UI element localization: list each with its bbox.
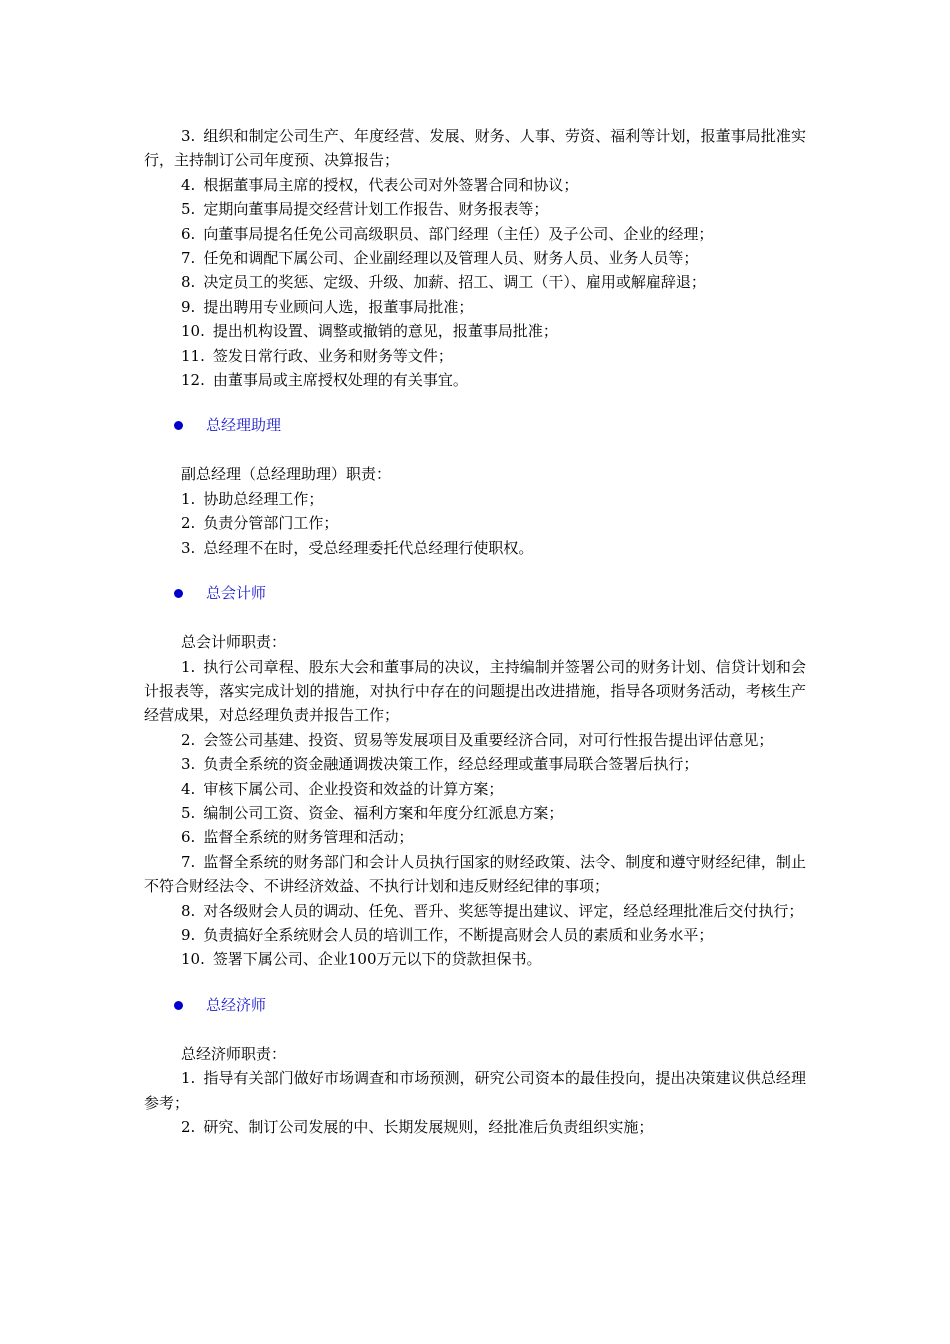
- section-intro: 副总经理（总经理助理）职责：: [181, 465, 392, 484]
- section-intro: 总经济师职责：: [181, 1044, 287, 1063]
- item-number: 5.: [181, 200, 196, 219]
- list-item: [144, 246, 806, 270]
- item-number: 12.: [181, 371, 205, 390]
- item-text: 负责全系统的资金融通调拨决策工作，经总经理或董事局联合签署后执行；: [203, 755, 699, 774]
- item-number: 11.: [181, 346, 205, 365]
- list-item: [144, 728, 806, 752]
- item-text: 监督全系统的财务部门和会计人员执行国家的财经政策、法令、制度和遵守财经纪律，制止不符合财经法令、不讲经济效益、不执行计划和违反财经纪律的事项；: [144, 852, 806, 896]
- item-text: 提出聘用专业顾问人选，报董事局批准；: [203, 297, 474, 316]
- item-number: 1.: [181, 657, 196, 676]
- item-text: 负责分管部门工作；: [203, 514, 339, 533]
- item-number: 2.: [181, 730, 196, 749]
- item-text: 签发日常行政、业务和财务等文件；: [212, 346, 453, 365]
- item-number: 7.: [181, 852, 196, 871]
- item-text: 监督全系统的财务管理和活动；: [203, 828, 414, 847]
- list-item: [144, 655, 806, 728]
- bullet-icon: [174, 1001, 183, 1010]
- section-intro: 总会计师职责：: [181, 633, 287, 652]
- item-number: 3.: [181, 755, 196, 774]
- list-item: [144, 923, 806, 947]
- list-item: [144, 222, 806, 246]
- item-text: 任免和调配下属公司、企业副经理以及管理人员、财务人员、业务人员等；: [203, 249, 699, 268]
- item-number: 8.: [181, 901, 196, 920]
- item-number: 3.: [181, 538, 196, 557]
- section-heading-label: 总经理助理: [206, 416, 282, 435]
- item-text: 协助总经理工作；: [203, 489, 324, 508]
- item-text: 编制公司工资、资金、福利方案和年度分红派息方案；: [203, 803, 564, 822]
- list-item: [144, 197, 806, 221]
- item-number: 8.: [181, 273, 196, 292]
- continued-list: [144, 124, 806, 392]
- item-number: 3.: [181, 127, 196, 145]
- item-number: 1.: [181, 1069, 196, 1088]
- item-number: 10.: [181, 322, 205, 341]
- list-item: [144, 899, 806, 923]
- section-heading-label: 总会计师: [206, 584, 267, 603]
- item-text: 指导有关部门做好市场调查和市场预测，研究公司资本的最佳投向，提出决策建议供总经理参考；: [144, 1069, 806, 1112]
- list-item: [144, 124, 806, 173]
- list-item: [144, 487, 806, 511]
- item-text: 会签公司基建、投资、贸易等发展项目及重要经济合同，对可行性报告提出评估意见；: [203, 730, 774, 749]
- item-text: 向董事局提名任免公司高级职员、部门经理（主任）及子公司、企业的经理；: [203, 224, 714, 243]
- bullet-icon: [174, 589, 183, 598]
- list-item: [144, 947, 806, 971]
- list-item: [144, 1115, 806, 1139]
- section-heading-chief-economist: [144, 993, 806, 1017]
- list-item: [144, 173, 806, 197]
- bullet-icon: [174, 421, 183, 430]
- item-text: 对各级财会人员的调动、任免、晋升、奖惩等提出建议、评定，经总经理批准后交付执行；: [203, 901, 804, 920]
- item-text: 根据董事局主席的授权，代表公司对外签署合同和协议；: [203, 175, 579, 194]
- list-item: [144, 536, 806, 560]
- item-text: 签署下属公司、企业100万元以下的贷款担保书。: [212, 950, 542, 969]
- item-number: 4.: [181, 779, 196, 798]
- item-text: 定期向董事局提交经营计划工作报告、财务报表等；: [203, 200, 549, 219]
- item-number: 4.: [181, 175, 196, 194]
- list-item: [144, 368, 806, 392]
- item-number: 1.: [181, 489, 196, 508]
- section-heading-assistant-gm: [144, 413, 806, 437]
- list-item: [144, 850, 806, 899]
- list-item: [144, 319, 806, 343]
- item-number: 5.: [181, 803, 196, 822]
- item-number: 6.: [181, 828, 196, 847]
- item-number: 6.: [181, 224, 196, 243]
- item-text: 研究、制订公司发展的中、长期发展规则，经批准后负责组织实施；: [203, 1118, 654, 1136]
- item-text: 由董事局或主席授权处理的有关事宜。: [212, 371, 468, 390]
- item-number: 10.: [181, 950, 205, 969]
- item-number: 9.: [181, 925, 196, 944]
- item-number: 2.: [181, 1118, 196, 1136]
- item-text: 总经理不在时，受总经理委托代总经理行使职权。: [203, 538, 534, 557]
- item-number: 2.: [181, 514, 196, 533]
- item-text: 执行公司章程、股东大会和董事局的决议，主持编制并签署公司的财务计划、信贷计划和会计报表等，落实完成计划的措施，对执行中存在的问题提出改进措施，指导各项财务活动，考核生产经营成果，对总经理负责并报告工作；: [144, 657, 806, 725]
- list-item: [144, 1066, 806, 1115]
- section-heading-chief-accountant: [144, 581, 806, 605]
- item-text: 决定员工的奖惩、定级、升级、加薪、招工、调工（干）、雇用或解雇辞退；: [203, 273, 706, 292]
- section-heading-label: 总经济师: [206, 995, 267, 1014]
- item-text: 审核下属公司、企业投资和效益的计算方案；: [203, 779, 504, 798]
- list-item: [144, 295, 806, 319]
- list-item: [144, 825, 806, 849]
- item-number: 7.: [181, 249, 196, 268]
- list-item: [144, 801, 806, 825]
- list-item: [144, 777, 806, 801]
- list-item: [144, 511, 806, 535]
- list-item: [144, 344, 806, 368]
- item-text: 提出机构设置、调整或撤销的意见，报董事局批准；: [212, 322, 558, 341]
- item-text: 组织和制定公司生产、年度经营、发展、财务、人事、劳资、福利等计划，报董事局批准实行，主持制订公司年度预、决算报告；: [144, 127, 806, 170]
- list-item: [144, 270, 806, 294]
- list-item: [144, 752, 806, 776]
- item-number: 9.: [181, 297, 196, 316]
- item-text: 负责搞好全系统财会人员的培训工作，不断提高财会人员的素质和业务水平；: [203, 925, 714, 944]
- document-page: [144, 124, 806, 1139]
